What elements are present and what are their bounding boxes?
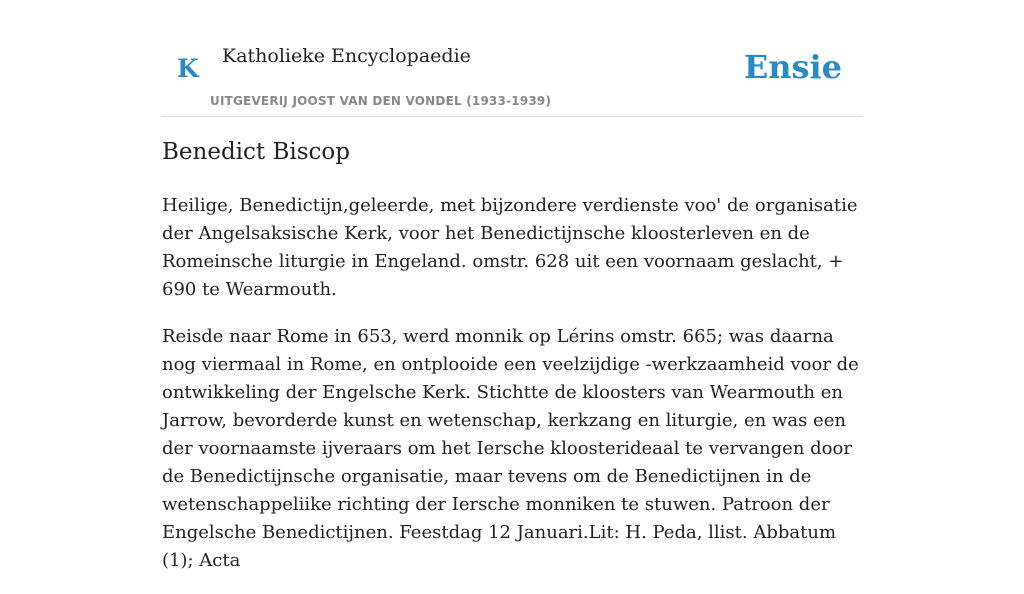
site-header [162, 0, 862, 117]
publication-title[interactable]: Katholieke Encyclopaedie [222, 45, 471, 67]
article-title: Benedict Biscop [162, 139, 350, 165]
article-paragraph: Heilige, Benedictijn,geleerde, met bijzondere verdienste voo' de organisatie der Angelsaksische Kerk, voor het Benedictijnsche kloosterleven en de Romeinsche liturgie in Engeland. omstr. 628 uit een voornaam geslacht, + 690 te Wearmouth. [162, 195, 858, 300]
publisher-subtitle: UITGEVERIJ JOOST VAN DEN VONDEL (1933-1939) [210, 94, 552, 108]
brand-logo[interactable]: Ensie [743, 48, 842, 86]
article-body [162, 192, 862, 594]
encyclopedia-logo[interactable]: K [177, 54, 199, 83]
page [162, 0, 862, 571]
article-paragraph: Reisde naar Rome in 653, werd monnik op Lérins omstr. 665; was daarna nog viermaal in Rome, en ontplooide een veelzijdige -werkzaamheid voor de ontwikkeling der Engelsche Kerk. Stichtte de kloosters van Wearmouth en Jarrow, bevorderde kunst en wetenschap, kerkzang en liturgie, en was een der voornaamste ijveraars om het Iersche kloosterideaal te vervangen door de Benedictijnsche organisatie, maar tevens om de Benedictijnen in de wetenschappeliike richting der Iersche monniken te stuwen. Patroon der Engelsche Benedictijnen. Feestdag 12 Januari.Lit: H. Peda, llist. Abbatum (1); Acta [162, 326, 859, 571]
